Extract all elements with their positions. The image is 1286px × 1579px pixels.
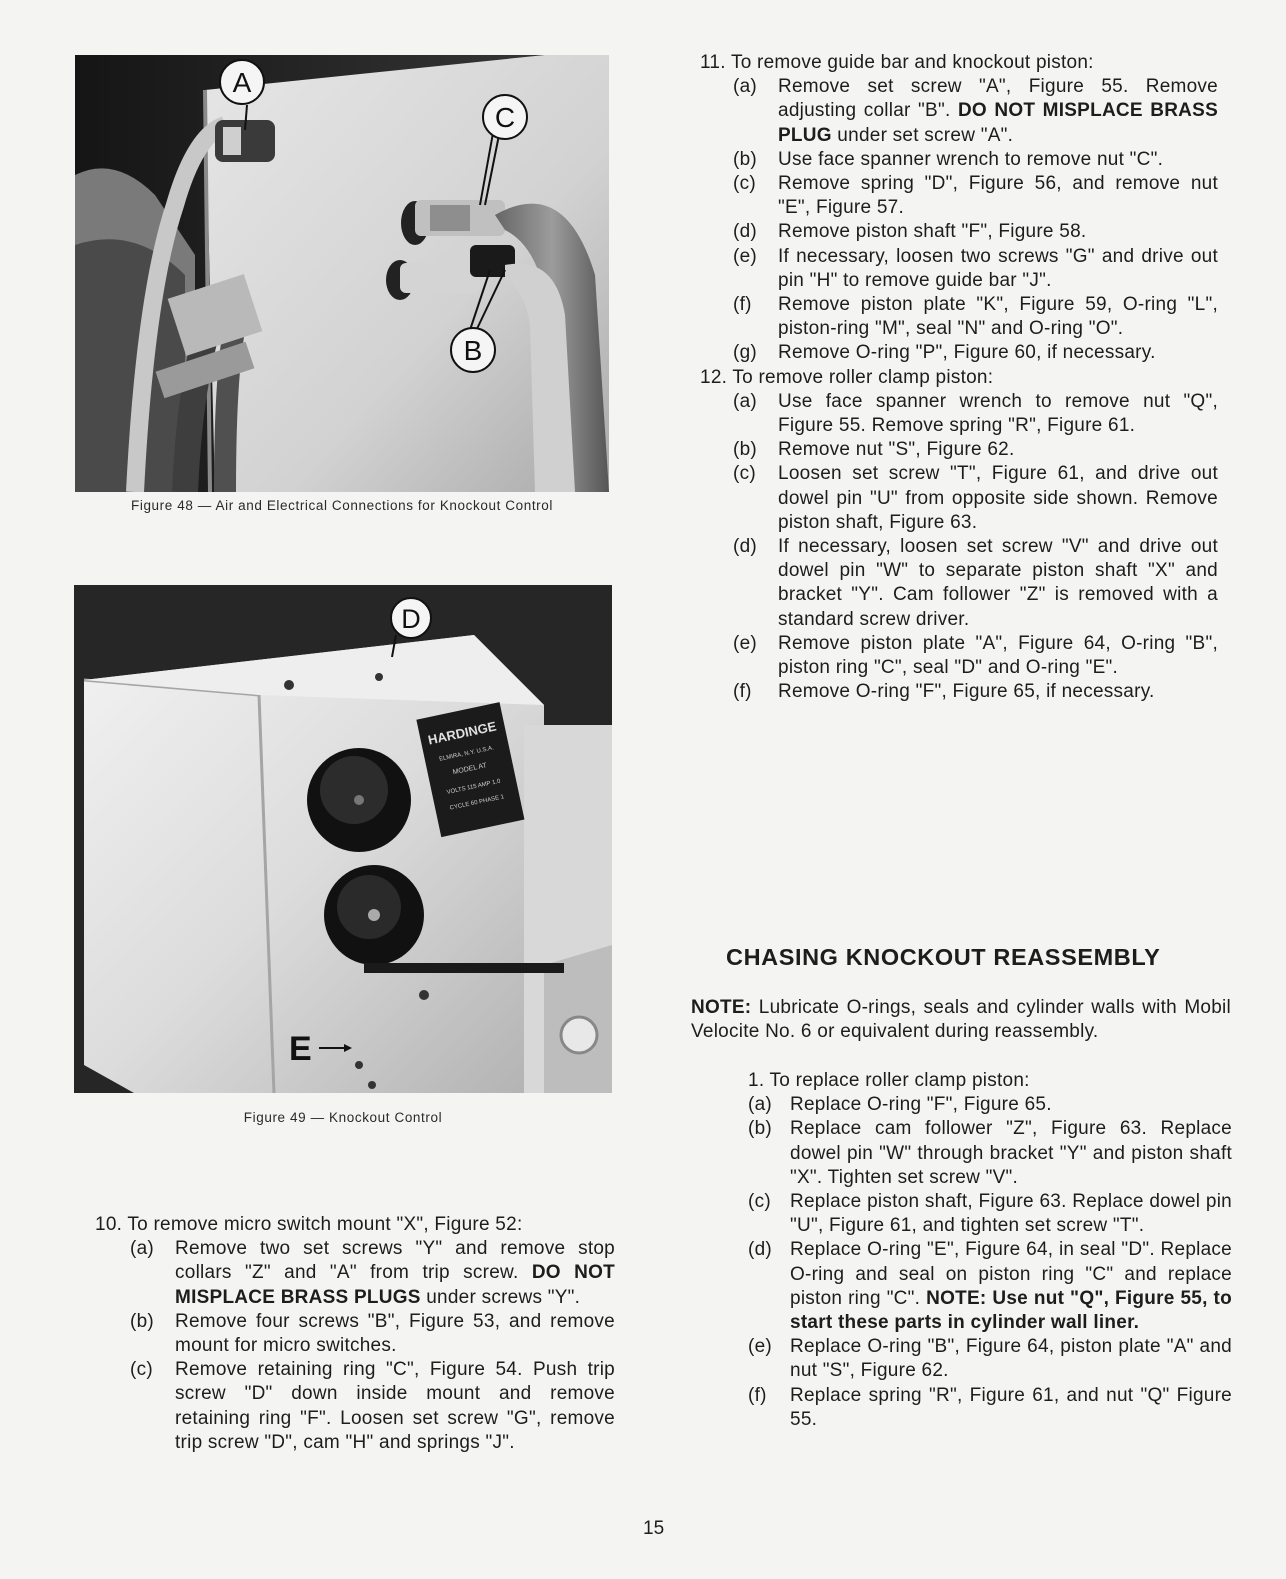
step-11-item-e [700,245,1218,293]
item-text: Remove four screws "B", Figure 53, and remove mount for micro switches. [175,1310,615,1357]
step-11-title: 11. To remove guide bar and knockout piston: [700,52,1094,73]
item-label: (a) [130,1238,154,1260]
figure-48-caption: Figure 48 — Air and Electrical Connections for Knockout Control [131,498,553,513]
step-12-item-d [700,535,1218,632]
lower-knob [324,865,424,965]
step-10-item-c [95,1358,615,1455]
item-label: (f) [733,294,752,316]
item-label: (b) [130,1310,154,1332]
figure-48-illustration [75,55,609,492]
item-text: Remove spring "D", Figure 56, and remove nut "E", Figure 57. [778,173,1218,219]
svg-text:E: E [289,1030,312,1068]
item-text: Remove piston shaft "F", Figure 58. [778,221,1087,243]
item-label: (f) [748,1384,767,1406]
item-label: (e) [733,245,757,267]
item-label: (g) [733,342,757,364]
reassembly-item-e [748,1335,1232,1383]
svg-text:VOLTS 115 AMP 1.0: VOLTS 115 AMP 1.0 [446,778,502,796]
item-label: (c) [733,173,756,195]
svg-text:B: B [463,335,483,366]
reassembly-item-d [748,1238,1232,1335]
item-label: (a) [733,76,757,98]
callout-a [220,60,264,104]
upper-knob [307,748,411,852]
item-label: (b) [733,148,757,170]
item-text: Loosen set screw "T", Figure 61, and drive out dowel pin "U" from opposite side shown. Remove piston shaft, Figure 63. [778,463,1218,533]
item-text: Replace O-ring "E", Figure 64, in seal "D". Replace O-ring and seal on piston ring "C" and replace piston ring "C". NOTE: Use nut "Q", Figure 55, to start these parts in cylinder wall liner. [790,1239,1232,1334]
note-block [691,996,1231,1044]
step-10 [95,1213,615,1455]
step-11-item-c [700,172,1218,220]
reassembly-item-b [748,1117,1232,1190]
item-text: Replace piston shaft, Figure 63. Replace dowel pin "U", Figure 61, and tighten set screw "T". [790,1191,1232,1237]
svg-text:C: C [494,102,516,133]
item-label: (c) [733,463,756,485]
svg-text:MODEL AT: MODEL AT [452,762,488,777]
item-text: If necessary, loosen set screw "V" and drive out dowel pin "W" to separate piston shaft "X" and bracket "Y". Cam follower "Z" is removed with a standard screw driver. [778,536,1218,630]
item-text: Use face spanner wrench to remove nut "Q", Figure 55. Remove spring "R", Figure 61. [778,390,1218,437]
figure-48-photo [75,55,609,492]
reassembly-item-f [748,1384,1232,1432]
item-text: Remove nut "S", Figure 62. [778,439,1015,461]
item-text: Use face spanner wrench to remove nut "C". [778,148,1164,170]
figure-49-illustration [74,585,612,1093]
item-label: (c) [130,1359,153,1381]
step-11-item-f [700,293,1218,341]
svg-text:CYCLE 60 PHASE 1: CYCLE 60 PHASE 1 [449,794,505,812]
reassembly-item-a [748,1093,1232,1117]
item-label: (e) [748,1336,772,1358]
note-label: NOTE: [691,997,752,1018]
step-11-item-b [700,148,1218,172]
step-12-title: 12. To remove roller clamp piston: [700,366,994,388]
step-12-item-a [700,390,1218,438]
svg-text:A: A [232,67,252,98]
step-11-item-d [700,220,1218,244]
item-label: (d) [733,221,757,243]
section-heading: CHASING KNOCKOUT REASSEMBLY [726,944,1161,970]
item-text: Replace spring "R", Figure 61, and nut "Q" Figure 55. [790,1384,1232,1430]
figure-49-caption: Figure 49 — Knockout Control [243,1110,443,1125]
item-text: Replace cam follower "Z", Figure 63. Replace dowel pin "W" through bracket "Y" and piston shaft "X". Tighten set screw "V". [790,1118,1232,1188]
item-label: (c) [748,1191,771,1213]
step-12-item-e [700,632,1218,680]
item-label: (a) [748,1094,772,1116]
svg-text:HARDINGE: HARDINGE [426,718,498,748]
callout-b [451,328,495,372]
item-label: (d) [733,536,757,558]
item-text: Remove piston plate "K", Figure 59, O-ring "L", piston-ring "M", seal "N" and O-ring "O". [778,294,1218,340]
item-text: Remove set screw "A", Figure 55. Remove adjusting collar "B". DO NOT MISPLACE BRASS PLUG under set screw "A". [778,76,1218,146]
svg-text:ELMIRA, N.Y. U.S.A.: ELMIRA, N.Y. U.S.A. [438,745,495,763]
step-10-item-b [95,1310,615,1358]
item-text: Remove two set screws "Y" and remove stop collars "Z" and "A" from trip screw. DO NOT MISPLACE BRASS PLUGS under screws "Y". [175,1238,615,1308]
item-label: (e) [733,632,757,654]
figure-49-photo [74,585,612,1093]
step-11-item-a [700,75,1218,148]
item-text: Replace O-ring "B", Figure 64, piston plate "A" and nut "S", Figure 62. [790,1336,1232,1382]
item-label: (f) [733,681,752,703]
step-12-item-b [700,438,1218,462]
item-label: (a) [733,390,757,412]
page-number: 15 [643,1518,665,1539]
callout-c [483,95,527,139]
callout-d [391,598,431,638]
item-label: (b) [748,1118,772,1140]
step-10-title: 10. To remove micro switch mount "X", Figure 52: [95,1214,523,1235]
svg-text:D: D [401,604,421,634]
item-text: Remove retaining ring "C", Figure 54. Push trip screw "D" down inside mount and remove retaining ring "F". Loosen set screw "G", remove trip screw "D", cam "H" and springs "J". [175,1359,615,1453]
reassembly-step-1 [748,1069,1232,1432]
item-text: Replace O-ring "F", Figure 65. [790,1094,1052,1116]
item-text: If necessary, loosen two screws "G" and drive out pin "H" to remove guide bar "J". [778,245,1218,291]
item-label: (b) [733,439,757,461]
item-text: Remove O-ring "P", Figure 60, if necessary. [778,342,1156,364]
steps-11-12 [700,51,1218,704]
step-12-item-c [700,462,1218,535]
step-12-item-f [700,680,1218,704]
item-text: Remove O-ring "F", Figure 65, if necessary. [778,681,1155,703]
reassembly-step-1-title: 1. To replace roller clamp piston: [748,1070,1030,1091]
step-11-item-g [700,341,1218,365]
item-label: (d) [748,1239,772,1261]
reassembly-item-c [748,1190,1232,1238]
note-text: Lubricate O-rings, seals and cylinder walls with Mobil Velocite No. 6 or equivalent during reassembly. [691,997,1231,1043]
item-text: Remove piston plate "A", Figure 64, O-ring "B", piston ring "C", seal "D" and O-ring "E". [778,632,1218,679]
step-10-item-a [95,1237,615,1310]
